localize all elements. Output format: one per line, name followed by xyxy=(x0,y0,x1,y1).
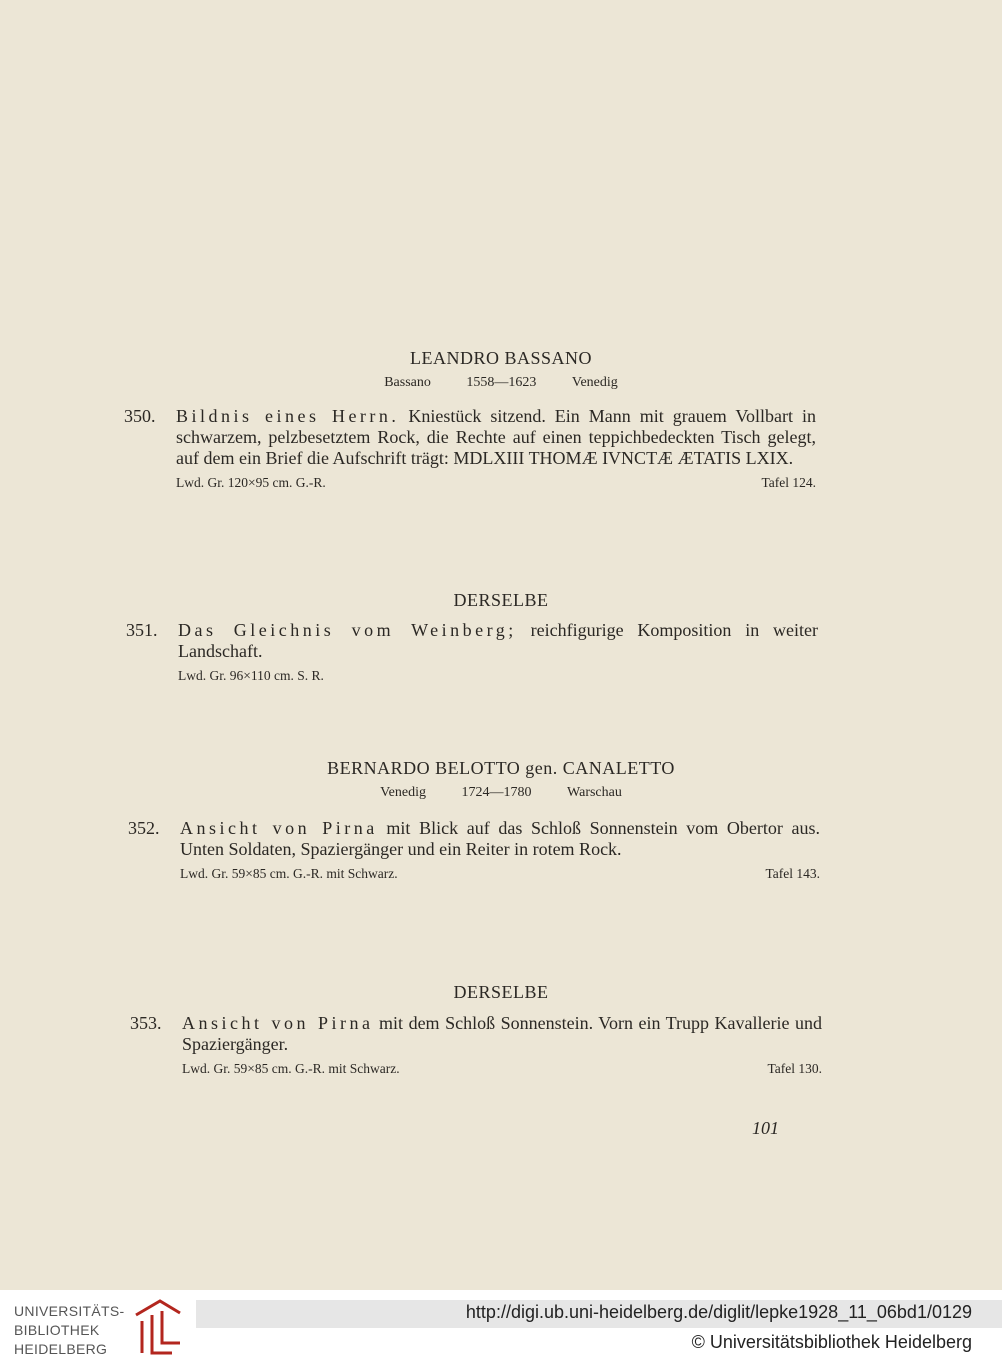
permalink-url[interactable]: http://digi.ub.uni-heidelberg.de/diglit/lepke1928_11_06bd1/0129 xyxy=(465,1302,972,1322)
library-name-line: HEIDELBERG xyxy=(14,1341,108,1357)
entry-plate: Tafel 130. xyxy=(767,1061,822,1076)
entry-text: Kniestück sitzend. Ein Mann mit grauem Vollbart in schwarzem, pelzbesetztem Rock, die Rechte auf einen teppichbedeckten Tisch gelegt, auf dem ein Brief die Aufschrift trägt: MDLXIII THOMÆ IVNCTÆ ÆTATIS LXIX. xyxy=(176,406,816,468)
entry-description xyxy=(178,620,818,662)
entry-caption xyxy=(180,866,820,882)
url-bar xyxy=(196,1300,1002,1328)
library-name xyxy=(14,1302,124,1359)
entry-title: Das Gleichnis vom Weinberg; xyxy=(178,620,517,640)
artist-name: DERSELBE xyxy=(453,590,549,610)
entry-caption xyxy=(178,668,818,684)
entry-dimensions: Lwd. Gr. 59×85 cm. G.-R. mit Schwarz. xyxy=(182,1061,400,1076)
entry-text: reichfigurige Komposition in weiter Landschaft. xyxy=(178,620,818,661)
entry-caption xyxy=(176,475,816,491)
workplace: Venedig xyxy=(571,375,618,390)
artist-meta xyxy=(0,375,1002,391)
entry-number: 352. xyxy=(128,818,160,838)
entry-dimensions: Lwd. Gr. 59×85 cm. G.-R. mit Schwarz. xyxy=(180,866,398,881)
section-heading xyxy=(0,758,1002,801)
copyright-notice: © Universitätsbibliothek Heidelberg xyxy=(691,1332,972,1352)
artist-name: DERSELBE xyxy=(453,982,549,1002)
catalog-entry xyxy=(126,620,818,684)
artist-name: LEANDRO BASSANO xyxy=(409,348,592,368)
entry-number: 350. xyxy=(124,406,156,426)
section-heading xyxy=(0,590,1002,611)
entry-description xyxy=(176,406,816,469)
library-name-line: UNIVERSITÄTS- xyxy=(14,1303,125,1319)
life-dates: 1724—1780 xyxy=(461,785,532,800)
catalog-entry xyxy=(128,818,820,882)
artist-name: BERNARDO BELOTTO gen. CANALETTO xyxy=(327,758,675,778)
entry-text: mit dem Schloß Sonnenstein. Vorn ein Trupp Kavallerie und Spaziergänger. xyxy=(182,1013,822,1054)
artist-meta xyxy=(0,785,1002,801)
page-number: 101 xyxy=(752,1118,779,1138)
entry-title: Bildnis eines Herrn. xyxy=(176,406,400,426)
entry-dimensions: Lwd. Gr. 120×95 cm. G.-R. xyxy=(176,475,326,490)
entry-title: Ansicht von Pirna xyxy=(180,818,378,838)
life-dates: 1558—1623 xyxy=(466,375,537,390)
entry-title: Ansicht von Pirna xyxy=(182,1013,374,1033)
library-name-line: BIBLIOTHEK xyxy=(14,1322,100,1338)
entry-plate: Tafel 143. xyxy=(765,866,820,881)
section-heading xyxy=(0,348,1002,391)
catalog-entry xyxy=(130,1013,822,1077)
workplace: Warschau xyxy=(567,785,622,800)
entry-number: 351. xyxy=(126,620,158,640)
entry-number: 353. xyxy=(130,1013,162,1033)
entry-caption xyxy=(182,1061,822,1077)
catalog-entry xyxy=(124,406,816,491)
section-heading xyxy=(0,982,1002,1003)
birthplace: Venedig xyxy=(380,785,427,800)
birthplace: Bassano xyxy=(384,375,431,390)
entry-description xyxy=(182,1013,822,1055)
entry-text: mit Blick auf das Schloß Sonnenstein vom Obertor aus. Unten Soldaten, Spaziergänger und ein Reiter in rotem Rock. xyxy=(180,818,820,859)
entry-description xyxy=(180,818,820,860)
library-logo-icon xyxy=(132,1295,184,1357)
entry-dimensions: Lwd. Gr. 96×110 cm. S. R. xyxy=(178,668,324,683)
library-footer xyxy=(0,1290,1002,1363)
entry-plate: Tafel 124. xyxy=(761,475,816,490)
